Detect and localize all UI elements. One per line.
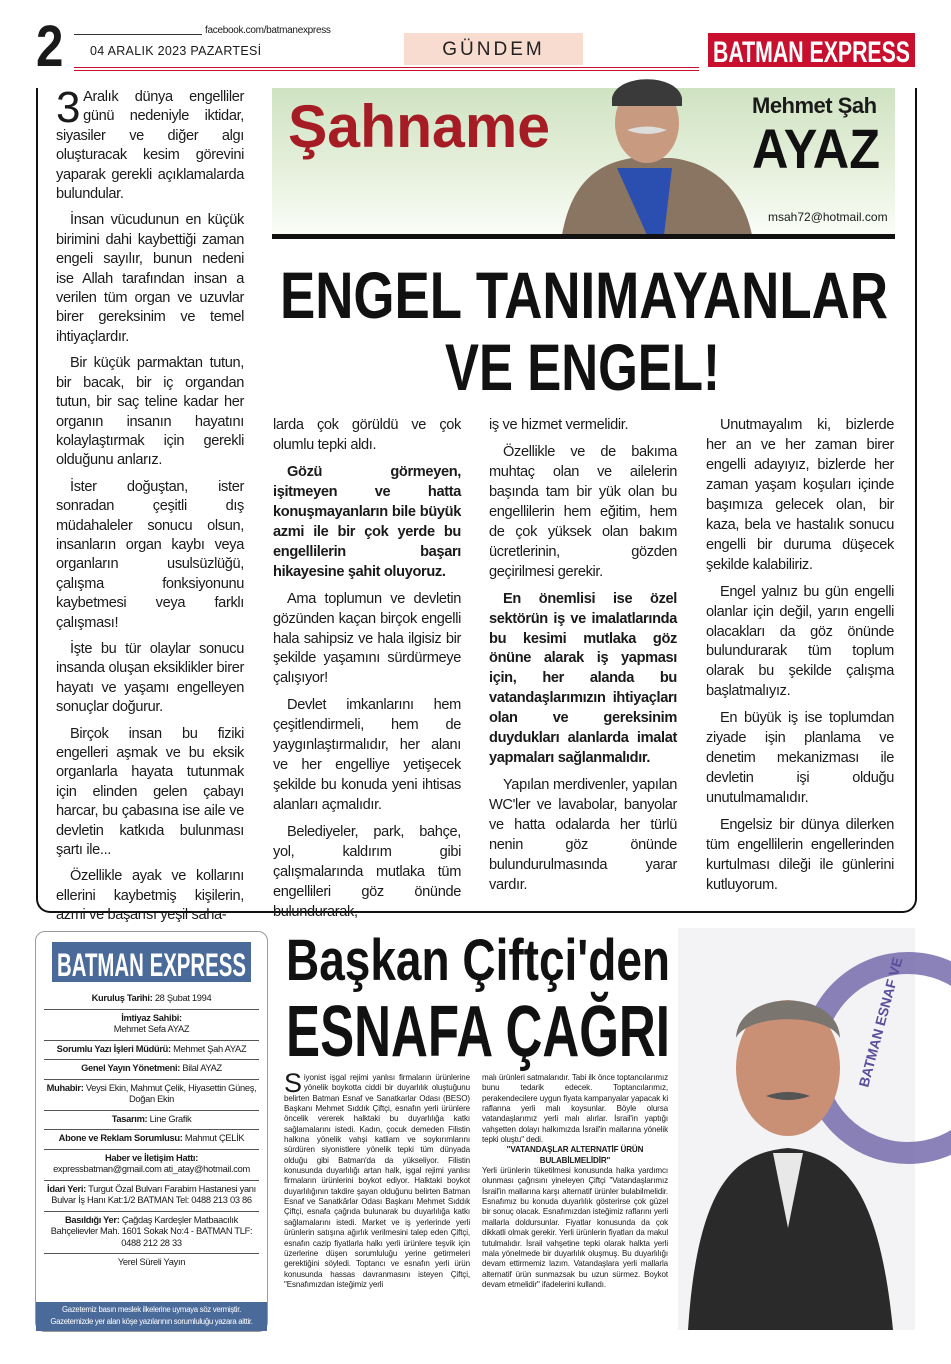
- masthead-item: Sorumlu Yazı İşleri Müdürü: Mehmet Şah AYAZ: [44, 1041, 259, 1061]
- newspaper-logo: [708, 33, 915, 67]
- paragraph-bold: En önemlisi ise özel sektörün iş ve imalatlarında bu kesimi mutlaka göz önüne alarak iş yapması için, her alanda bu vatandaşlarımızın ihtiyaçları olan ve gereksinim duydukları alanlarda imalat yapmaları sağlanmalıdır.: [489, 590, 677, 767]
- masthead-item: İmtiyaz Sahibi: Mehmet Sefa AYAZ: [44, 1010, 259, 1041]
- paragraph: Yerli ürünlerin tüketilmesi konusunda halka yardımcı olunması çağrısını yineleyen Çiftçi "Vatandaşlarımız İsrail'in mallarına karşı alternatif ürünler bulabilmelidir. Esnafımız bu konuda duyarlılık gösterirse çok güzel bir sonuç olacak. Esnafımızdan isteğimiz raflarını yerli mallarla doldursunlar. Fiyatlar konusunda da çok dikkatli olmak gerekir. Yerli ürünlerin fiyatları da makul tutulmalıdır. İsrail vahşetine tepki olarak halkta yerli mala yönelmede bir duyarlılık oluşmuş. Bu duyarlılığı devam ettirmemiz lazım. Vatandaşlara yerli mallarla alternatif ürün sunmazsak bu uzun sürmez. Boykot devam etmelidir" ifadelerini kullandı.: [482, 1166, 668, 1289]
- paragraph: Belediyeler, park, bahçe, yol, kaldırım gibi çalışmalarında mutlaka tüm engellileri göz önünde bulundurarak,: [273, 824, 461, 920]
- paragraph: İşte bu tür olaylar sonucu insanda oluşan eksiklikler birer hayatı ve yaşamı engelleyen sonuçlar doğurur.: [56, 640, 244, 716]
- badge-text: BATMAN ESNAF VE: [855, 955, 906, 1089]
- divider: [272, 234, 895, 239]
- paragraph: Engel yalnız bu gün engelli olanlar için değil, yarın engelli olacakları da göz önünde bulundurarak tüm toplum olarak bu şekilde çalışma başlatmalıyız.: [706, 583, 894, 700]
- article-column-2: [273, 416, 461, 930]
- paragraph: Birçok insan bu fiziki engelleri aşmak ve bu eksik organlarla hayata tutunmak için elinden gelen çabayı harcar, bu çabasına ise aile ve devletin katkıda bulunması şartı ile...: [56, 725, 244, 859]
- paragraph: Unutmayalım ki, bizlerde her an ve her zaman birer engelli adayıyız, bizlerde her zaman yaşam koşuları içinde başımıza gelecek olan, bir kaza, bela ve hastalık sonucu engelli bir duruma düşecek şekilde kalabiliriz.: [706, 417, 894, 573]
- svg-text:BATMAN EXPRESS: BATMAN EXPRESS: [57, 947, 246, 983]
- masthead-item: Muhabir: Veysi Ekin, Mahmut Çelik, Hiyasettin Güneş, Doğan Ekin: [44, 1080, 259, 1111]
- article-column-3: [489, 416, 677, 903]
- news-photo: [678, 928, 915, 1330]
- headline-line1: ENGEL TANIMAYANLAR: [280, 258, 888, 332]
- news-column-1: Siyonist işgal rejimi yanlısı firmaların ürünlerine yönelik boykotta ciddi bir duyarlılık oluştuğunu belirten Batman Esnaf ve Sanatkarlar Odası (BESO) Başkanı Mehmet Sıddık Çiftçi, esnafın yerli ürünlere öncelik vererek halktaki bu duyarlılığa katkı sağlamalarını istedi. Kadın, çocuk demeden Filistin halkına yönelik vahşi katliam ve soykırımlarını sürdüren siyonistlere yönelik tepki tüm dünyada olduğu gibi Batman'da da yükseliyor. Filistin konusunda duyarlılığı artan halk, işgal rejimi yanlısı firmaların ürünlerini boykot ediyor. Halktaki boykot duyarlılığının takdire şayan olduğunu belirten Batman Esnaf ve Sanatkârlar Odası Başkanı Mehmet Sıddık Çiftçi, esnafa çağrıda bulunarak bu duyarlılığa katkı sağlamalarını istedi. Market ve iş yerlerinde yerli ürünlerin satışına ağırlık verilmesini talep eden Çiftçi, esnafın cazip fiyatlarla halkı yerli ürünlere teşvik için üzerlerine düşen sorumluluğu yerine getirmeleri gerektiğini söyledi. Toptancı ve esnafın yerli ürün konusunda hassas davranmasını isteyen Çiftçi, "Esnafımızdan isteğimiz yerli: [284, 1068, 470, 1289]
- news-column-2: [482, 1073, 668, 1290]
- subheading: "VATANDAŞLAR ALTERNATİF ÜRÜN BULABİLMELİDİR": [506, 1145, 644, 1165]
- masthead-item: Tasarım: Line Grafik: [44, 1111, 259, 1131]
- section-label: GÜNDEM: [404, 33, 583, 65]
- article-column-4: [706, 416, 894, 903]
- paragraph: İnsan vücudunun en küçük birimini dahi kaybettiği zaman engeli sayılır, bunun nedeni ise Allah tarafından insan a verilen tüm organ ve uzuvlar birer gereksinim ve temel ihtiyaçlardır.: [56, 212, 244, 345]
- paragraph: Yapılan merdivenler, yapılan WC'ler ve lavabolar, banyolar ve hatta odalarda her türlü nenin göz önünde bulundurulmasında yarar vardır.: [489, 777, 677, 893]
- masthead-item: Abone ve Reklam Sorumlusu: Mahmut ÇELİK: [44, 1130, 259, 1150]
- paragraph: İster doğuştan, ister sonradan çeşitli dış müdahaleler sonucu olsun, insanların organ kaybı veya organların usulsüzlüğü, çalışma fonksiyonunu kaybetmesi veya farklı çalışması!: [56, 478, 244, 631]
- divider: [74, 70, 699, 71]
- divider: [74, 34, 202, 35]
- paragraph: En büyük iş ise toplumdan ziyade işin planlama ve denetim mekanizması ile devletin işi olduğu unutulmamalıdır.: [706, 710, 894, 807]
- issue-date: 04 ARALIK 2023 PAZARTESİ: [90, 44, 262, 58]
- article-column-1: 3 Aralık dünya engelliler günü nedeniyle iktidar, siyasiler ve diğer algı oluşturacak kesim görevini yaparak gerekli açıklamalarda bulundular. İnsan vücudunun en küçük birimini dahi kaybettiği zaman engeli sayılır, bunun nedeni ise Allah tarafından insan a verilen tüm organ ve uzuvlar birer gereksinim ve temel ihtiyaçlardır. Bir küçük parmaktan tutun, bir bacak, bir iç organdan tutun, bir saç teline kadar her organın insanın hayatını kolaylaştırmak için gerekli olduğunu anlarız. İster doğuştan, ister sonradan çeşitli dış müdahaleler sonucu olsun, insanların organ kaybı veya organların usulsüzlüğü, çalışma fonksiyonunu kaybetmesi veya farklı çalışması! İşte bu tür olaylar sonucu insanda oluşan eksiklikler birer hayatı ve yaşamı engelleyen sonuçlar doğurur. Birçok insan bu fiziki engelleri aşmak ve bu eksik organlarla hayata tutunmak için elinden gelen çabayı harcar, bu çabasına ise aile ve devletin katkıda bulunması şartı ile... Özellikle ayak ve kollarını ellerini kaybetmiş kişilerin, azmi ve başarısı yeşil saha-: [56, 88, 244, 933]
- paragraph: Özellikle ve de bakıma muhtaç olan ve ailelerin başında tam bir yük olan bu engellilerin hem eğitim, hem de çok yüksek olan bakım ücretlerinin, gözden geçirilmesi gerekir.: [489, 443, 677, 580]
- news-headline-line1: Başkan Çiftçi'den: [286, 928, 670, 993]
- masthead-list: [44, 990, 259, 1273]
- author-first-name: Mehmet Şah: [752, 93, 877, 118]
- headline-line2: VE ENGEL!: [445, 330, 720, 404]
- column-series-title: [288, 92, 558, 167]
- paragraph: Özellikle ayak ve kollarını ellerini kaybetmiş kişilerin, azmi ve başarısı yeşil saha-: [56, 868, 244, 924]
- drop-cap: S: [284, 1068, 302, 1098]
- paragraph-bold: Gözü görmeyen, işitmeyen ve hatta konuşmayanların bile büyük azmi ile bir çok yerde bu engellilerin başarı hikayesine şahit oluyoruz.: [273, 463, 461, 580]
- author-email[interactable]: msah72@hotmail.com: [768, 210, 888, 224]
- headline: [278, 258, 893, 404]
- masthead-item: Yerel Süreli Yayın: [117, 1257, 186, 1267]
- paragraph: larda çok görüldü ve çok olumlu tepki aldı.: [273, 417, 461, 453]
- masthead-item: İdari Yeri: Turgut Özal Bulvarı Farabim Hastanesi yanı Bulvar İş Hanı Kat:1/2 BATMAN Tel: 0488 213 03 86: [44, 1181, 259, 1212]
- person-photo: [678, 928, 915, 1330]
- drop-cap: 3: [56, 83, 81, 132]
- news-headline-line2: ESNAFA ÇAĞRI: [286, 992, 670, 1072]
- paragraph: Ama toplumun ve devletin gözünden kaçan birçok engelli hala sahipsiz ve hala ilgisiz bir şekilde yaşamını sürdürmeye çalışıyor!: [273, 590, 461, 687]
- masthead-box: [35, 931, 268, 1332]
- news-headline: [284, 926, 674, 1076]
- logo-text: BATMAN EXPRESS: [713, 36, 910, 69]
- divider: [74, 67, 699, 68]
- svg-text:AYAZ: AYAZ: [752, 117, 880, 180]
- paragraph: Devlet imkanlarını hem çeşitlendirmeli, hem de yaygınlaştırmalıdır, her alanı ve her engelliye yetişecek şekilde bu konuda yeni ihtisas alanları açmalıdır.: [273, 697, 461, 814]
- masthead-item: Basıldığı Yer: Çağdaş Kardeşler Matbaacılık Bahçelievler Mah. 1601 Sokak No:4 - BATMAN TLF: 0488 212 28 33: [44, 1212, 259, 1255]
- page-number: 2: [36, 14, 64, 79]
- paragraph: iş ve hizmet vermelidir.: [489, 417, 629, 433]
- masthead-item: Haber ve İletişim Hattı: expressbatman@gmail.com ati_atay@hotmail.com: [44, 1150, 259, 1181]
- paragraph: Engelsiz bir dünya dilerken tüm engellilerin engellerinden kurtulması dileği ile günlerini kutluyorum.: [706, 817, 894, 893]
- masthead-item: Kuruluş Tarihi: 28 Şubat 1994: [44, 990, 259, 1010]
- masthead-footer: Gazetemiz basın meslek ilkelerine uymaya söz vermiştir. Gazetemizde yer alan köşe yazılarının sorumluluğu yazara aittir.: [36, 1302, 267, 1331]
- paragraph: malı ürünleri satmalarıdır. Tabi ilk önce toptancılarımız bunu tedarik edecek. Toptancılarımız, perakendecilere uygun fiyata kampanyalar yapacak ki raflarına yerli malı koysunlar. Böyle olursa vatandaşlarımız yerli malı alırlar. İsrail'in yaptığı vahşetten dolayı halkımızda İsrail'in mallarına yönelik tepki oluştu" dedi.: [482, 1073, 668, 1145]
- masthead-item: Genel Yayın Yönetmeni: Bilal AYAZ: [44, 1060, 259, 1080]
- paragraph: Bir küçük parmaktan tutun, bir bacak, bir iç organdan tutun, bir saç teline kadar her organın insanın hayatını kolaylaştırmak için gerekli olduğunu anlarız.: [56, 355, 244, 469]
- svg-text:Şahname: Şahname: [288, 93, 550, 160]
- facebook-link[interactable]: facebook.com/batmanexpress: [205, 25, 331, 36]
- masthead-logo: [52, 942, 251, 982]
- author-last-name: [752, 117, 887, 180]
